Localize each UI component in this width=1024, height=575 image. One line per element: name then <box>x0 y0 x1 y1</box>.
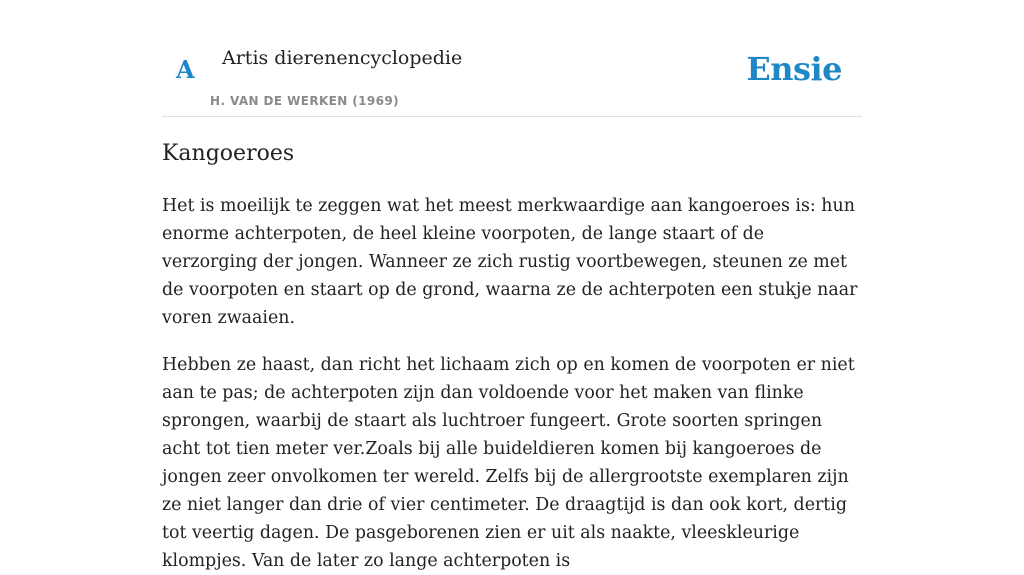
source-letter-link[interactable]: A <box>176 55 195 84</box>
article-paragraph: Het is moeilijk te zeggen wat het meest merkwaardige aan kangoeroes is: hun enorme achterpoten, de heel kleine voorpoten, de lange staart of de verzorging der jongen. Wanneer ze zich rustig voortbewegen, steunen ze met de voorpoten en staart op de grond, waarna ze de achterpoten een stukje naar voren zwaaien. <box>162 196 858 328</box>
source-title-link[interactable]: Artis dierenencyclopedie <box>222 47 463 69</box>
article <box>162 136 862 575</box>
ensie-logo-link[interactable]: Ensie <box>746 50 842 88</box>
article-title: Kangoeroes <box>162 141 295 166</box>
source-author: H. VAN DE WERKEN (1969) <box>210 94 400 108</box>
article-paragraph: Hebben ze haast, dan richt het lichaam zich op en komen de voorpoten er niet aan te pas; de achterpoten zijn dan voldoende voor het maken van flinke sprongen, waarbij de staart als luchtroer fungeert. Grote soorten springen acht tot tien meter ver.Zoals bij alle buideldieren komen bij kangoeroes de jongen zeer onvolkomen ter wereld. Zelfs bij de allergrootste exemplaren zijn ze niet langer dan drie of vier centimeter. De draagtijd is dan ook kort, dertig tot veertig dagen. De pasgeborenen zien er uit als naakte, vleeskleurige klompjes. Van de later zo lange achterpoten is <box>162 355 855 571</box>
source-header <box>162 0 862 117</box>
